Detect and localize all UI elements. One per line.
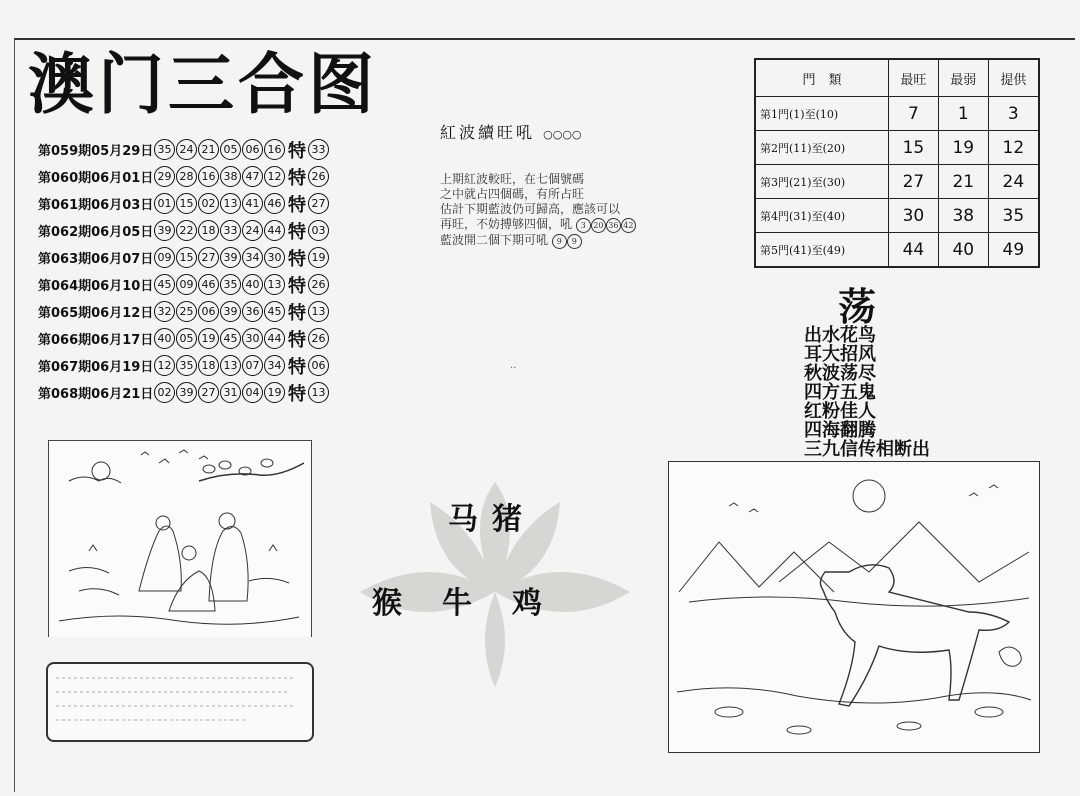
number-ball: 36 (242, 301, 263, 322)
number-ball: 07 (242, 355, 263, 376)
poem-line: 四方五鬼 (804, 382, 876, 403)
number-ball: 30 (242, 328, 263, 349)
number-ball: 31 (220, 382, 241, 403)
number-ball: 13 (220, 193, 241, 214)
special-ball: 33 (308, 139, 329, 160)
gate-max: 44 (889, 233, 939, 268)
special-ball: 13 (308, 382, 329, 403)
draw-row (38, 244, 330, 271)
small-ball: 20 (591, 218, 606, 233)
gate-max: 7 (889, 97, 939, 131)
number-ball: 32 (154, 301, 175, 322)
note-title-text: 紅波續旺吼 (440, 123, 536, 142)
gate-row-label: 第1門(1)至(10) (755, 97, 889, 131)
gate-header-cell: 最旺 (889, 59, 939, 97)
poem-line: 三九信传相断出 (804, 439, 930, 460)
special-ball: 03 (308, 220, 329, 241)
small-ball: 36 (606, 218, 621, 233)
number-ball: 19 (198, 328, 219, 349)
gate-offer: 24 (988, 165, 1039, 199)
gate-max: 30 (889, 199, 939, 233)
gate-header-cell: 提供 (988, 59, 1039, 97)
special-label: 特 (288, 302, 306, 324)
horse-illustration (668, 461, 1040, 753)
number-ball: 39 (154, 220, 175, 241)
gate-row-label: 第5門(41)至(49) (755, 233, 889, 268)
number-ball: 29 (154, 166, 175, 187)
number-ball: 13 (264, 274, 285, 295)
number-ball: 24 (242, 220, 263, 241)
poem-line: 耳大招风 (804, 344, 876, 365)
number-ball: 16 (198, 166, 219, 187)
number-ball: 22 (176, 220, 197, 241)
gate-min: 40 (938, 233, 988, 268)
draw-label: 第066期06月17日 (38, 333, 154, 348)
number-ball: 05 (220, 139, 241, 160)
special-label: 特 (288, 275, 306, 297)
note-line (440, 233, 700, 249)
gate-row (755, 233, 1039, 268)
number-ball: 27 (198, 247, 219, 268)
draw-label: 第068期06月21日 (38, 387, 154, 402)
draw-label: 第063期06月07日 (38, 252, 154, 267)
special-ball: 06 (308, 355, 329, 376)
draw-row (38, 379, 330, 406)
gate-min: 38 (938, 199, 988, 233)
small-ball: 9 (552, 234, 567, 249)
gate-min: 19 (938, 131, 988, 165)
note-title-dots: ○○○○ (543, 128, 582, 141)
poem-line: 红粉佳人 (804, 401, 876, 422)
number-ball: 35 (154, 139, 175, 160)
number-ball: 39 (220, 301, 241, 322)
draw-row (38, 217, 330, 244)
draw-results-list (38, 136, 330, 406)
draw-label: 第064期06月10日 (38, 279, 154, 294)
gate-row-label: 第3門(21)至(30) (755, 165, 889, 199)
special-label: 特 (288, 356, 306, 378)
special-ball: 26 (308, 166, 329, 187)
special-ball: 26 (308, 274, 329, 295)
note-body (440, 172, 700, 249)
number-ball: 02 (198, 193, 219, 214)
special-ball: 13 (308, 301, 329, 322)
draw-label: 第061期06月03日 (38, 198, 154, 213)
number-ball: 28 (176, 166, 197, 187)
poem-line: 四海翻腾 (804, 420, 876, 441)
number-ball: 46 (198, 274, 219, 295)
number-ball: 47 (242, 166, 263, 187)
number-ball: 24 (176, 139, 197, 160)
small-ball: 9 (567, 234, 582, 249)
draw-label: 第060期06月01日 (38, 171, 154, 186)
note-line (440, 217, 700, 233)
note-line-text: 再旺，不妨搏够四個，吼 (440, 217, 573, 231)
special-label: 特 (288, 329, 306, 351)
number-ball: 18 (198, 220, 219, 241)
special-label: 特 (288, 221, 306, 243)
special-ball: 26 (308, 328, 329, 349)
special-label: 特 (288, 140, 306, 162)
gate-offer: 35 (988, 199, 1039, 233)
draw-row (38, 325, 330, 352)
number-ball: 02 (154, 382, 175, 403)
number-ball: 19 (264, 382, 285, 403)
number-ball: 04 (242, 382, 263, 403)
number-ball: 40 (154, 328, 175, 349)
draw-row (38, 136, 330, 163)
number-ball: 45 (220, 328, 241, 349)
number-ball: 45 (154, 274, 175, 295)
number-ball: 44 (264, 328, 285, 349)
number-ball: 12 (264, 166, 285, 187)
gate-offer: 3 (988, 97, 1039, 131)
gate-row-label: 第4門(31)至(40) (755, 199, 889, 233)
number-ball: 01 (154, 193, 175, 214)
draw-label: 第065期06月12日 (38, 306, 154, 321)
number-ball: 18 (198, 355, 219, 376)
number-ball: 16 (264, 139, 285, 160)
notice-box (46, 662, 314, 742)
number-ball: 09 (154, 247, 175, 268)
gate-table-header (755, 59, 1039, 97)
draw-row (38, 163, 330, 190)
poem-verses (804, 326, 930, 459)
poem-title: 荡 (838, 285, 877, 329)
gate-offer: 49 (988, 233, 1039, 268)
gate-min: 1 (938, 97, 988, 131)
number-ball: 30 (264, 247, 285, 268)
gate-header-cell: 門 類 (755, 59, 889, 97)
number-ball: 33 (220, 220, 241, 241)
zodiac-top: 马猪 (448, 502, 536, 537)
draw-row (38, 352, 330, 379)
faint-text-icon (48, 664, 308, 736)
number-ball: 34 (242, 247, 263, 268)
draw-row (38, 271, 330, 298)
number-ball: 09 (176, 274, 197, 295)
note-line: 之中就占四個碼，有所占旺 (440, 187, 585, 201)
note-line: 估計下期藍波仍可歸高，應該可以 (440, 202, 621, 216)
gate-row (755, 165, 1039, 199)
gate-row (755, 131, 1039, 165)
scholars-drawing-icon (49, 441, 311, 637)
small-ball: 3 (576, 218, 591, 233)
special-ball: 27 (308, 193, 329, 214)
number-ball: 35 (176, 355, 197, 376)
poem-line: 出水花鸟 (804, 325, 876, 346)
special-label: 特 (288, 383, 306, 405)
note-line: 上期紅波較旺，在七個號碼 (440, 172, 585, 186)
horse-drawing-icon (669, 462, 1039, 752)
number-ball: 15 (176, 193, 197, 214)
number-ball: 06 (242, 139, 263, 160)
number-ball: 12 (154, 355, 175, 376)
number-ball: 39 (176, 382, 197, 403)
dot-mark: .. (510, 360, 517, 371)
number-ball: 13 (220, 355, 241, 376)
gate-max: 27 (889, 165, 939, 199)
gate-offer: 12 (988, 131, 1039, 165)
number-ball: 21 (198, 139, 219, 160)
poem-line: 秋波荡尽 (804, 363, 876, 384)
zodiac-bottom: 猴牛鸡 (372, 586, 582, 621)
number-ball: 34 (264, 355, 285, 376)
gate-row (755, 97, 1039, 131)
number-ball: 35 (220, 274, 241, 295)
note-line-text: 藍波開二個下期可吼 (440, 233, 549, 247)
special-label: 特 (288, 167, 306, 189)
draw-label: 第062期06月05日 (38, 225, 154, 240)
gate-header-cell: 最弱 (938, 59, 988, 97)
gate-row-label: 第2門(11)至(20) (755, 131, 889, 165)
gate-table (754, 58, 1040, 268)
note-title (440, 120, 582, 143)
number-ball: 39 (220, 247, 241, 268)
number-ball: 44 (264, 220, 285, 241)
special-label: 特 (288, 194, 306, 216)
draw-row (38, 190, 330, 217)
gate-row (755, 199, 1039, 233)
special-ball: 19 (308, 247, 329, 268)
special-label: 特 (288, 248, 306, 270)
number-ball: 41 (242, 193, 263, 214)
number-ball: 45 (264, 301, 285, 322)
draw-label: 第067期06月19日 (38, 360, 154, 375)
number-ball: 46 (264, 193, 285, 214)
number-ball: 27 (198, 382, 219, 403)
draw-row (38, 298, 330, 325)
number-ball: 40 (242, 274, 263, 295)
small-ball: 42 (621, 218, 636, 233)
number-ball: 06 (198, 301, 219, 322)
number-ball: 15 (176, 247, 197, 268)
gate-min: 21 (938, 165, 988, 199)
number-ball: 05 (176, 328, 197, 349)
number-ball: 25 (176, 301, 197, 322)
gate-max: 15 (889, 131, 939, 165)
scholars-illustration (48, 440, 312, 637)
draw-label: 第059期05月29日 (38, 144, 154, 159)
number-ball: 38 (220, 166, 241, 187)
page-title: 澳门三合图 (28, 46, 378, 123)
